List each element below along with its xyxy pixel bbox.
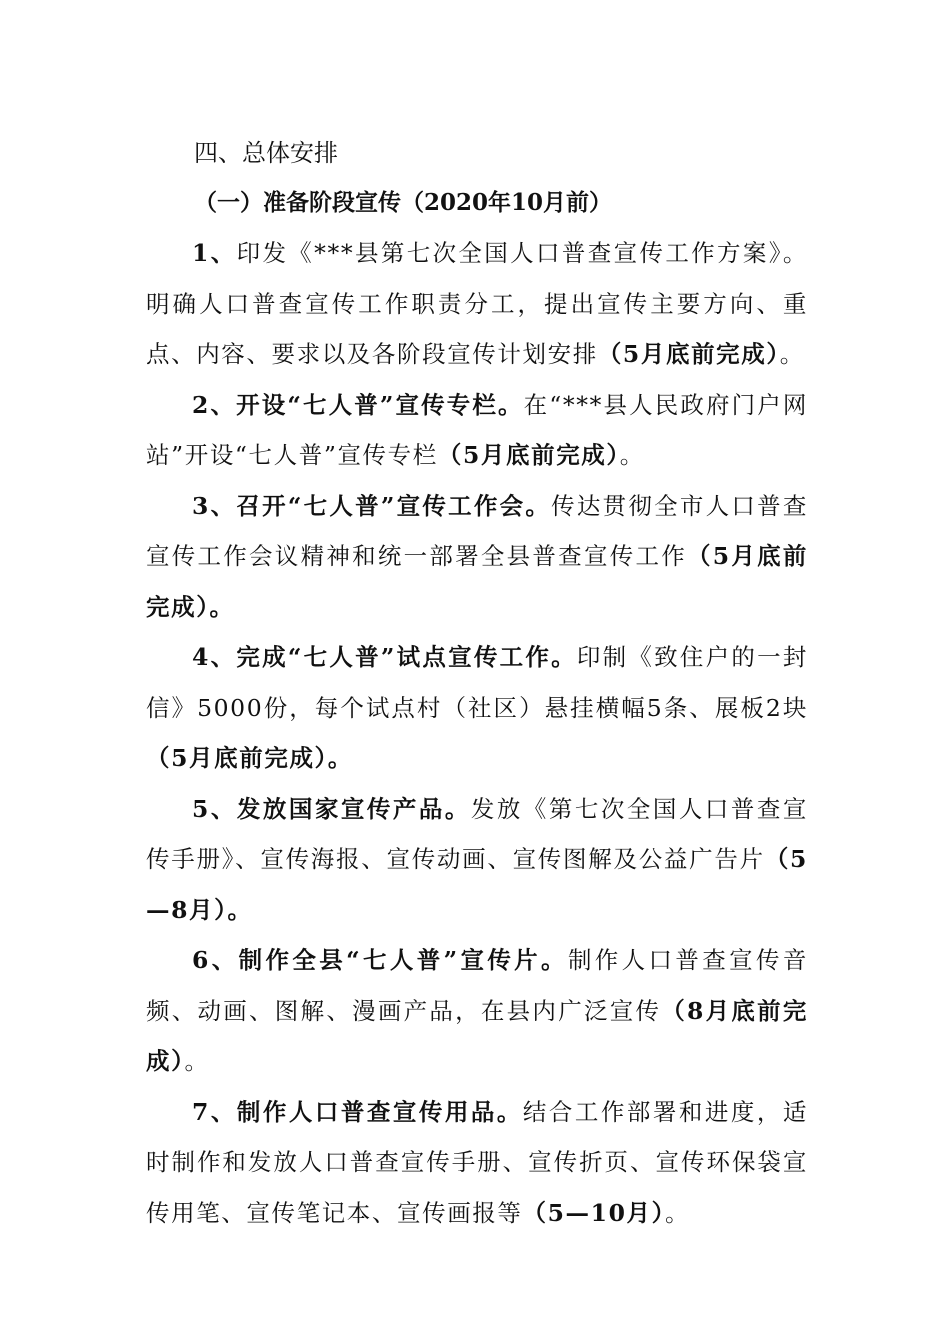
- item-body: 传达贯彻全市人口普查宣传工作会议精神和统一部署全县普查宣传工作: [146, 491, 808, 570]
- list-item: [146, 784, 808, 936]
- item-title: 发放国家宣传产品。: [236, 794, 471, 823]
- list-item: [146, 228, 808, 380]
- item-body: 印制《致住户的一封信》5000份，每个试点村（社区）悬挂横幅5条、展板2块: [146, 643, 808, 722]
- item-tail: 。: [665, 1198, 691, 1227]
- item-number: 5、: [192, 794, 237, 823]
- item-tail: 。: [779, 340, 805, 368]
- item-deadline: （8月底前完成）: [146, 996, 809, 1075]
- list-item: [146, 632, 808, 784]
- subsection-heading: （一）准备阶段宣传（2020年10月前）: [194, 189, 613, 216]
- item-title: 完成“七人普”试点宣传工作。: [236, 643, 577, 671]
- item-number: 4、: [192, 643, 237, 671]
- item-body: 印发《***县第七次全国人口普查宣传工作方案》。明确人口普查宣传工作职责分工，提出宣传主要方向、重点、内容、要求以及各阶段宣传计划安排: [146, 239, 808, 368]
- item-tail: 。: [184, 1047, 210, 1075]
- item-number: 2、: [192, 390, 237, 419]
- item-deadline: （5月底前完成）: [597, 340, 780, 368]
- document-page: [146, 128, 808, 1238]
- section-heading: 四、总体安排: [194, 139, 338, 167]
- item-number: 1、: [192, 239, 237, 267]
- item-tail: 。: [619, 441, 645, 469]
- item-deadline: （5—8月）。: [146, 845, 809, 924]
- list-item: [146, 935, 808, 1087]
- item-title: 制作人口普查宣传用品。: [236, 1097, 523, 1126]
- item-deadline: （5月底前完成）。: [146, 744, 354, 772]
- item-body: 发放《第七次全国人口普查宣传手册》、宣传海报、宣传动画、宣传图解及公益广告片: [146, 794, 808, 873]
- item-title: 制作全县“七人普”宣传片。: [238, 946, 568, 974]
- item-number: 3、: [192, 491, 237, 520]
- item-body: 结合工作部署和进度，适时制作和发放人口普查宣传手册、宣传折页、宣传环保袋宣传用笔、宣传笔记本、宣传画报等: [146, 1097, 808, 1227]
- item-title: 召开“七人普”宣传工作会。: [236, 491, 552, 520]
- item-number: 6、: [192, 946, 239, 974]
- item-deadline: （5月底前完成）: [437, 441, 620, 469]
- item-deadline: （5—10月）: [522, 1198, 666, 1227]
- item-body: 在“***县人民政府门户网站”开设“七人普”宣传专栏: [146, 390, 808, 469]
- list-item: [146, 380, 808, 481]
- list-item: [146, 481, 808, 633]
- item-title: 开设“七人普”宣传专栏。: [236, 390, 524, 419]
- list-item: [146, 1087, 808, 1239]
- item-deadline: （5月底前完成）。: [146, 542, 808, 621]
- item-number: 7、: [192, 1097, 237, 1126]
- item-body: 制作人口普查宣传音频、动画、图解、漫画产品，在县内广泛宣传: [146, 946, 808, 1025]
